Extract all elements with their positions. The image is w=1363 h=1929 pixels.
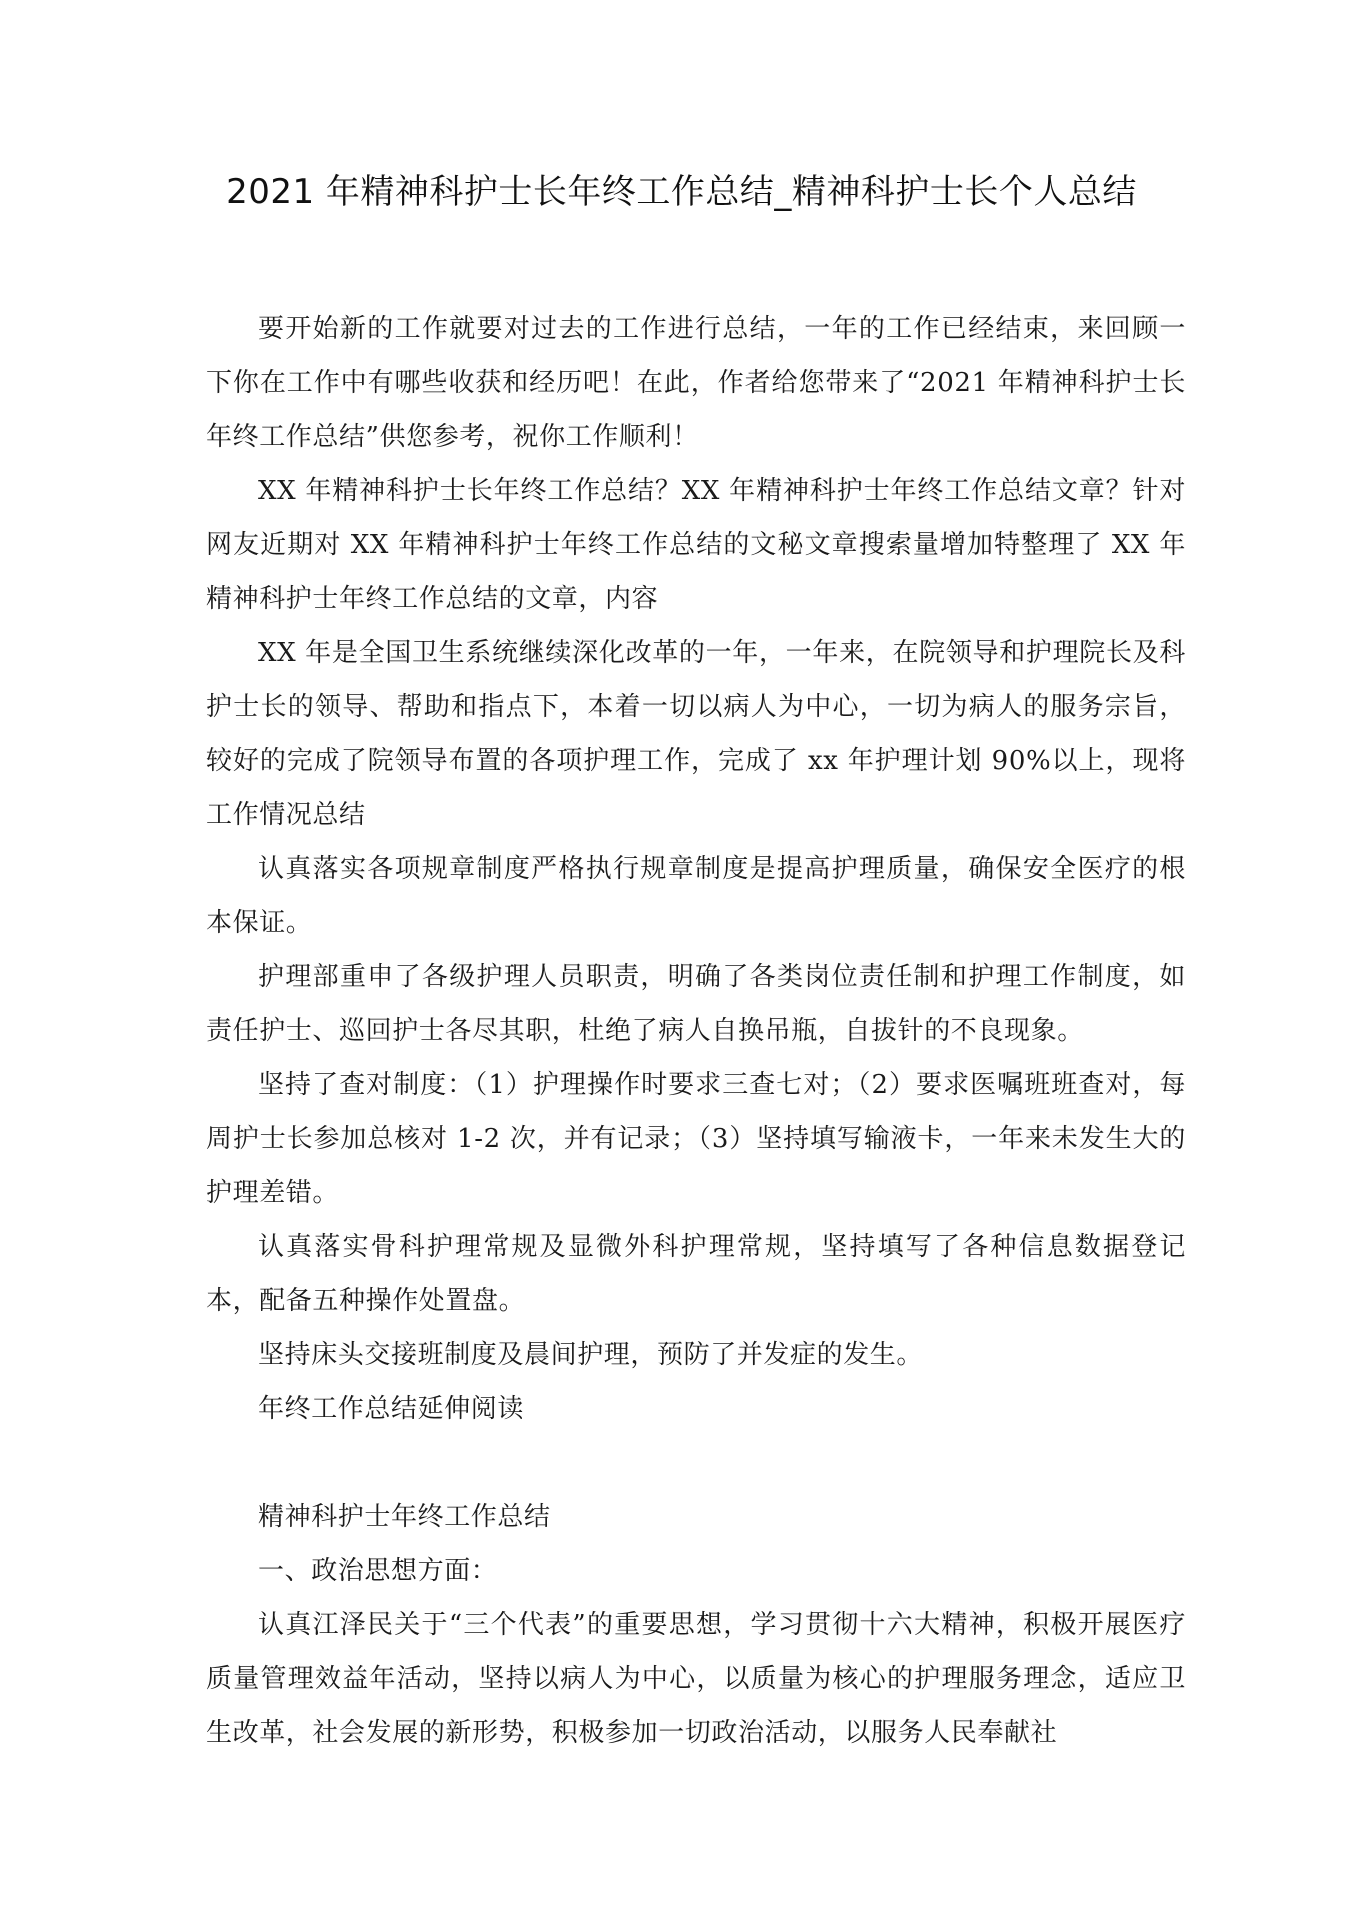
paragraph-duties: 护理部重申了各级护理人员职责，明确了各类岗位责任制和护理工作制度，如责任护士、巡回护士各尽其职，杜绝了病人自换吊瓶，自拔针的不良现象。: [206, 962, 1186, 1046]
section-heading-extended-reading: 年终工作总结延伸阅读: [258, 1394, 525, 1424]
paragraph-rules: 认真落实各项规章制度严格执行规章制度是提高护理质量，确保安全医疗的根本保证。: [206, 854, 1186, 938]
section-heading-nurse-summary: 精神科护士年终工作总结: [258, 1502, 551, 1532]
paragraph-politics: 认真江泽民关于“三个代表”的重要思想，学习贯彻十六大精神，积极开展医疗质量管理效益年活动，坚持以病人为中心，以质量为核心的护理服务理念，适应卫生改革，社会发展的新形势，积极参加一切政治活动，以服务人民奉献社: [206, 1610, 1186, 1748]
paragraph-keywords: XX 年精神科护士长年终工作总结？XX 年精神科护士年终工作总结文章？针对网友近期对 XX 年精神科护士年终工作总结的文秘文章搜索量增加特整理了 XX 年精神科护士年终工作总结的文章，内容: [206, 476, 1186, 614]
document-title: 2021 年精神科护士长年终工作总结_精神科护士长个人总结: [226, 172, 1137, 212]
section-heading-politics: 一、政治思想方面：: [258, 1556, 498, 1586]
document-body: [206, 302, 1186, 1760]
paragraph-handover: 坚持床头交接班制度及晨间护理，预防了并发症的发生。: [258, 1340, 924, 1370]
paragraph-checks: 坚持了查对制度：（1）护理操作时要求三查七对；（2）要求医嘱班班查对，每周护士长参加总核对 1-2 次，并有记录；（3）坚持填写输液卡，一年来未发生大的护理差错。: [206, 1070, 1186, 1208]
paragraph-routines: 认真落实骨科护理常规及显微外科护理常规，坚持填写了各种信息数据登记本，配备五种操作处置盘。: [206, 1232, 1186, 1316]
paragraph-intro: 要开始新的工作就要对过去的工作进行总结，一年的工作已经结束，来回顾一下你在工作中有哪些收获和经历吧！在此，作者给您带来了“2021 年精神科护士长年终工作总结”供您参考，祝你工作顺利！: [206, 314, 1186, 452]
paragraph-overview: XX 年是全国卫生系统继续深化改革的一年，一年来，在院领导和护理院长及科护士长的领导、帮助和指点下，本着一切以病人为中心，一切为病人的服务宗旨，较好的完成了院领导布置的各项护理工作，完成了 xx 年护理计划 90%以上，现将工作情况总结: [206, 638, 1186, 830]
